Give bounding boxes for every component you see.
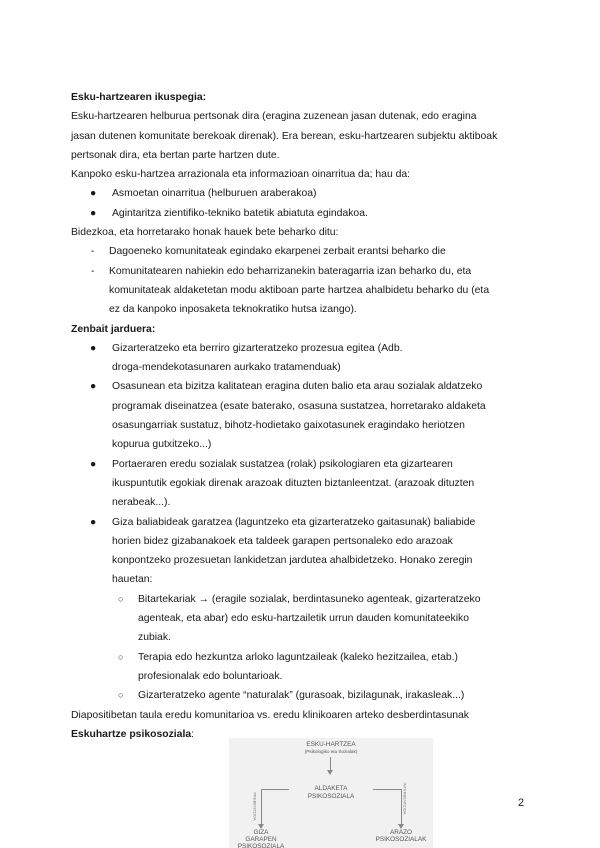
diagram-left-label: PSIKOSOZIALA [237,843,285,848]
bullet-item-continuation: droga-mendekotasunaren aurkako tratamenduak) [112,362,341,374]
bullet-item: ● Asmoetan oinarritua (helburuen araberakoa) [71,184,529,203]
circle-bullet-icon: ○ [118,651,124,662]
sub-bullet-continuation: profesionalak edo boluntarioak. [138,670,283,682]
sub-bullet-item: ○ Terapia edo hezkuntza arloko laguntzaileak (kaleko hezitzailea, etab.) [71,648,529,667]
bullet-dot-icon: ● [90,381,97,393]
diagram-left-vertical-label: PREBENTZIOA [252,792,258,821]
psychosocial-diagram-image [229,738,433,848]
bullet-item-continuation: konpontzeko prozesuetan lankidetzan jardutea ahalbidetzeko. Honako zeregin [112,555,473,567]
diagram-connector [373,789,401,790]
sub-bullet-item: ○ Gizarteratzeko agente “naturalak” (gurasoak, bizilagunak, irakasleak...) [71,686,529,705]
section-heading-vision: Esku-hartzearen ikuspegia: [71,92,207,103]
diagram-right-vertical-label: INTERBENTZIOA [402,782,408,815]
bullet-item-continuation: nerabeak...). [112,497,171,509]
document-body [71,88,529,744]
dash-item: - Komunitatearen nahiekin edo beharrizanekin bateragarria izan beharko du, eta [71,262,529,281]
bullet-dot-icon: ● [90,458,97,470]
bullet-dot-icon: ● [90,207,97,219]
bullet-item-continuation: programak diseinatzea (esate baterako, osasuna sustatzea, horretarako aldaketa [112,400,486,412]
sub-bullet-item: ○ Bitartekariak → (eragile sozialak, berdintasuneko agenteak, gizarteratzeko [71,590,529,609]
diagram-right-label: PSIKOSOZIALAK [375,836,427,843]
bullet-dot-icon: ● [90,342,97,354]
bullet-item-continuation: hauetan: [112,574,153,586]
sub-bullet-continuation: agenteak, eta abar) edo esku-hartzailetik urrun dauden komunitateekiko [138,613,469,625]
bullet-item-continuation: kopurua gutxitzeko...) [112,439,212,451]
diagram-connector [261,789,262,825]
section-heading-activities: Zenbait jarduera: [71,323,156,335]
bullet-item-continuation: horien bidez gizabanakoek eta taldeek garapen pertsonaleko edo arazoak [112,535,453,547]
dash-icon: - [91,265,95,277]
section-heading-psychosocial: Eskuhartze psikosoziala: [71,728,195,740]
bullet-item: ● Osasunean eta bizitza kalitatean eragina duten balio eta arau sozialak aldatzeko [71,377,529,396]
diagram-connector [261,789,289,790]
dash-item-continuation: ez da kanpoko inposaketa teknokratiko hutsa izango). [109,304,357,316]
dash-icon: - [91,246,95,258]
bullet-item-continuation: osasungarriak sustatuz, bihotz-hodietako gaixotasunek eragindako heriotzen [112,420,465,432]
circle-bullet-icon: ○ [118,690,124,701]
paragraph-line: Kanpoko esku-hartzea arrazionala eta informazioan oinarritua da; hau da: [71,169,411,181]
bullet-dot-icon: ● [90,516,97,528]
diagram-center-label: PSIKOSOZIALA [307,793,355,800]
bullet-item: ● Agintaritza zientifiko-tekniko batetik abiatuta egindakoa. [71,204,529,223]
bullet-dot-icon: ● [90,188,97,200]
dash-item-continuation: komunitateak aldaketetan modu aktiboan parte hartzea ahalbidetu beharko du (eta [109,284,490,296]
bullet-item: ● Portaeraren eredu sozialak sustatzea (rolak) psikologiaren eta gizartearen [71,455,529,474]
bullet-item-continuation: ikuspuntutik egokiak direnak arazoak dituzten biztanleentzat. (arazoak dituzten [112,477,475,489]
arrow-down-icon [327,770,333,775]
dash-item: - Dagoeneko komunitateak egindako ekarpenei zerbait erantsi beharko die [71,242,529,261]
sub-bullet-continuation: zubiak. [138,632,171,644]
diagram-arrow-line [330,757,331,771]
bullet-item: ● Gizarteratzeko eta berriro gizarteratzeko prozesua egitea (Adb. [71,339,529,358]
diagram-right-label: ARAZO [389,829,412,836]
page-number: 2 [518,797,525,809]
paragraph-line: Bidezkoa, eta horretarako honak hauek bete beharko ditu: [71,227,339,239]
diagram-top-label: ESKU-HARTZEA [306,741,356,748]
paragraph-line: Esku-hartzearen helburua pertsonak dira (eragina zuzenean jasan dutenak, edo eragina [71,111,477,123]
diagram-left-label: GIZA [253,829,269,836]
diagram-left-label: GARAPEN [245,836,277,843]
bullet-item: ● Giza baliabideak garatzea (laguntzeko eta gizarteratzeko gaitasunak) baliabide [71,513,529,532]
diagram-top-sublabel: (Psikologiko eta Sozialak) [304,749,358,754]
circle-bullet-icon: ○ [118,593,124,604]
paragraph-line: jasan dutenen komunitate berekoak direnak). Era berean, esku-hartzearen subjektu aktiboak [71,130,498,142]
diagram-center-label: ALDAKETA [314,785,348,792]
paragraph-line: pertsonak dira, eta bertan parte hartzen dute. [71,149,280,161]
paragraph-line: Diapositibetan taula eredu komunitarioa vs. eredu klinikoaren arteko desberdintasunak [71,709,469,721]
